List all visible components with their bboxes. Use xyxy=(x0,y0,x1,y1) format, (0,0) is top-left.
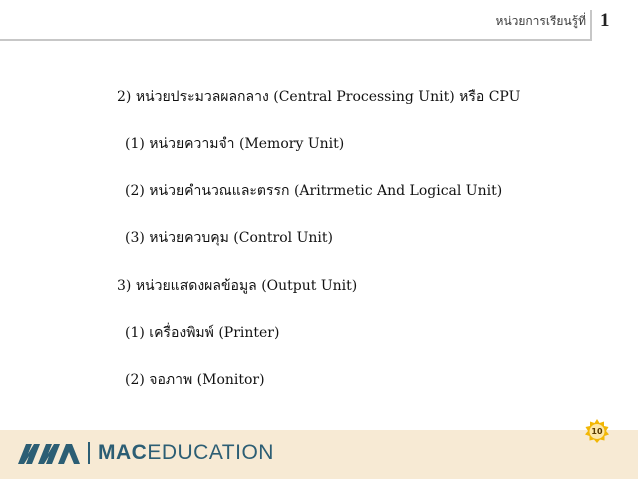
logo-divider xyxy=(88,442,90,464)
item-memory-unit: (1) หน่วยความจำ (Memory Unit) xyxy=(125,136,345,152)
unit-label: หน่วยการเรียนรู้ที่ xyxy=(495,14,586,28)
item-cpu: 2) หน่วยประมวลผลกลาง (Central Processing Unit) หรือ CPU xyxy=(117,89,521,105)
page-number-badge xyxy=(583,418,611,446)
mac-education-logo xyxy=(18,438,274,468)
item-output-unit: 3) หน่วยแสดงผลข้อมูล (Output Unit) xyxy=(117,278,358,294)
mac-logo-icon xyxy=(18,438,80,468)
logo-education-text: EDUCATION xyxy=(147,441,274,464)
item-control-unit: (3) หน่วยควบคุม (Control Unit) xyxy=(125,230,333,246)
logo-wordmark xyxy=(98,438,274,468)
item-monitor: (2) จอภาพ (Monitor) xyxy=(125,372,265,388)
page-number: 10 xyxy=(591,427,603,436)
logo-mac-text: MAC xyxy=(98,441,148,464)
item-alu: (2) หน่วยคำนวณและตรรก (Aritrmetic And Logical Unit) xyxy=(125,183,503,199)
unit-number: 1 xyxy=(600,10,610,31)
item-printer: (1) เครื่องพิมพ์ (Printer) xyxy=(125,325,280,341)
